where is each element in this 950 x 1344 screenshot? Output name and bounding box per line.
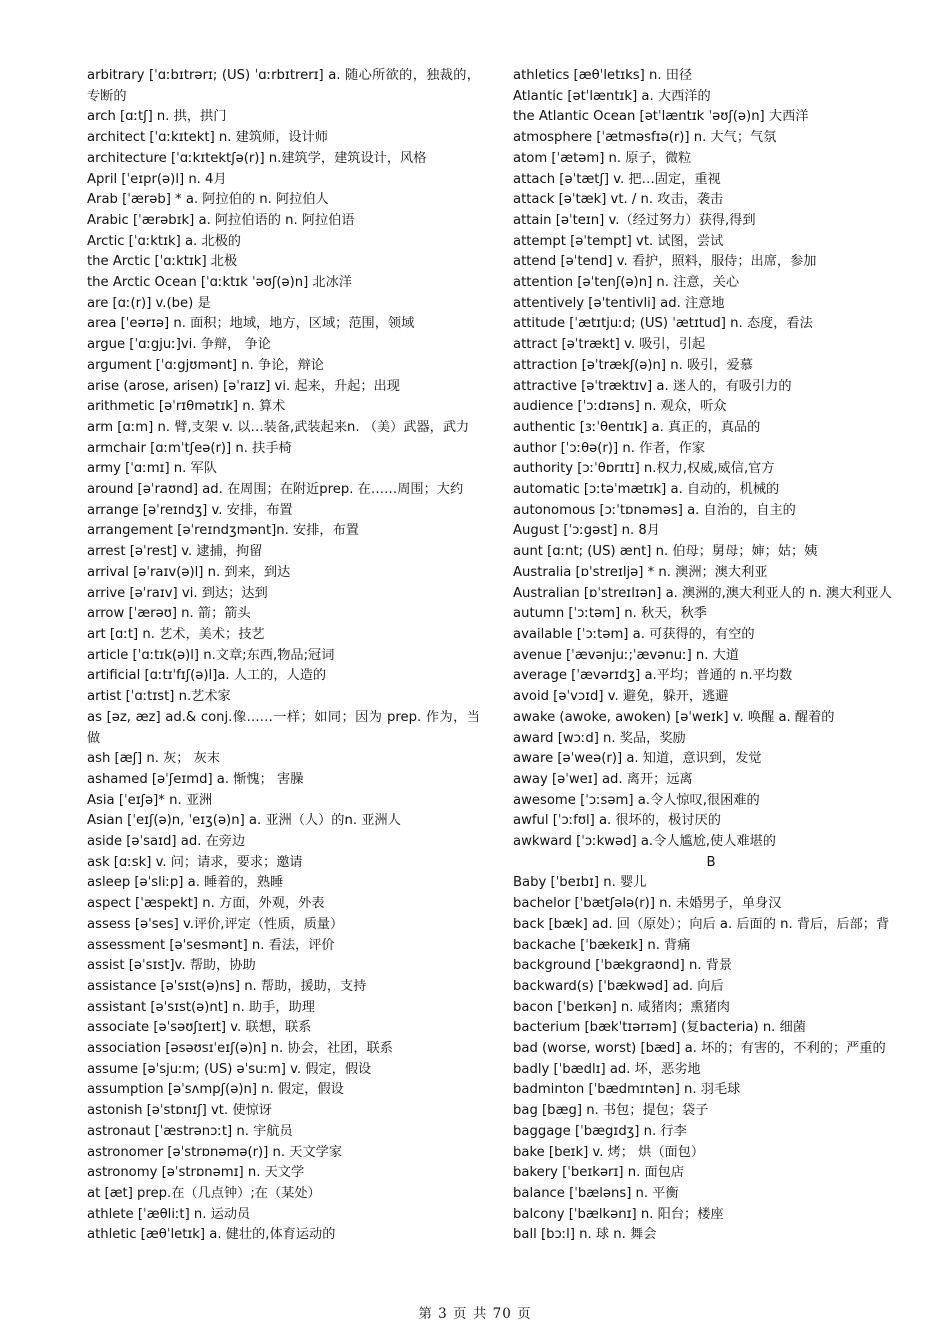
- right-entries-a: [513, 66, 909, 853]
- dictionary-entry: attach [əˈtætʃ] v. 把…固定，重视: [513, 171, 721, 187]
- dictionary-entry: awkward [ˈɔːkwəd] a.令人尴尬,使人难堪的: [513, 834, 776, 850]
- dictionary-entry: author [ˈɔːθə(r)] n. 作者，作家: [513, 440, 706, 456]
- dictionary-entry: automatic [ɔːtəˈmætɪk] a. 自动的，机械的: [513, 482, 780, 498]
- dictionary-entry: bacterium [bækˈtɪərɪəm] (复bacteria) n. 细菌: [513, 1020, 806, 1036]
- dictionary-entry: Arctic [ˈɑːktɪk] a. 北极的: [87, 233, 241, 249]
- dictionary-entry: architecture [ˈɑːkɪtektʃə(r)] n.建筑学，建筑设计，风格: [87, 150, 427, 166]
- dictionary-entry: August [ˈɔːgəst] n. 8月: [513, 523, 660, 539]
- dictionary-entry: aspect [ˈæspekt] n. 方面，外观，外表: [87, 896, 325, 912]
- dictionary-entry: Asian [ˈeɪʃ(ə)n, ˈeɪʒ(ə)n] a. 亚洲（人）的n. 亚洲人: [87, 813, 401, 829]
- dictionary-entry: army [ˈɑːmɪ] n. 军队: [87, 461, 217, 477]
- dictionary-entry: ball [bɔːl] n. 球 n. 舞会: [513, 1227, 657, 1243]
- dictionary-entry: astonish [əˈstɒnɪʃ] vt. 使惊讶: [87, 1103, 272, 1119]
- dictionary-entry: assistant [əˈsɪst(ə)nt] n. 助手，助理: [87, 999, 315, 1015]
- right-entries-b: [513, 873, 909, 1246]
- dictionary-entry: April [ˈeɪpr(ə)l] n. 4月: [87, 171, 227, 187]
- dictionary-entry: atmosphere [ˈætməsfɪə(r)] n. 大气；气氛: [513, 130, 777, 146]
- dictionary-entry: attend [əˈtend] v. 看护，照料，服侍；出席，参加: [513, 254, 817, 270]
- dictionary-entry: average [ˈævərɪdʒ] a.平均；普通的 n.平均数: [513, 668, 793, 684]
- dictionary-entry: atom [ˈætəm] n. 原子，微粒: [513, 150, 692, 166]
- dictionary-entry: athletic [æθˈletɪk] a. 健壮的,体育运动的: [87, 1227, 336, 1243]
- dictionary-entry: Baby [ˈbeɪbɪ] n. 婴儿: [513, 875, 647, 891]
- dictionary-entry: attempt [əˈtempt] vt. 试图，尝试: [513, 233, 724, 249]
- dictionary-entry: arrow [ˈærəʊ] n. 箭；箭头: [87, 606, 251, 622]
- dictionary-entry: astronaut [ˈæstrənɔːt] n. 宇航员: [87, 1123, 293, 1139]
- dictionary-entry: badminton [ˈbædmɪntən] n. 羽毛球: [513, 1082, 741, 1098]
- dictionary-entry: ashamed [əˈʃeɪmd] a. 惭愧； 害臊: [87, 771, 304, 787]
- dictionary-entry: avenue [ˈævənjuː;ˈævənuː] n. 大道: [513, 647, 740, 663]
- dictionary-entry: the Arctic [ˈɑːktɪk] 北极: [87, 254, 238, 270]
- dictionary-entry: ask [ɑːsk] v. 问；请求，要求；邀请: [87, 854, 303, 870]
- dictionary-entry: arbitrary [ˈɑːbɪtrərɪ; (US) ˈɑːrbɪtrerɪ] a. 随心所欲的，独裁的，专断的: [87, 68, 480, 104]
- dictionary-entry: assist [əˈsɪst]v. 帮助，协助: [87, 958, 256, 974]
- dictionary-entry: arm [ɑːm] n. 臂,支架 v. 以…装备,武装起来n. （美）武器，武力: [87, 419, 470, 435]
- dictionary-entry: astronomy [əˈstrɒnəmɪ] n. 天文学: [87, 1165, 305, 1181]
- dictionary-entry: armchair [ɑːmˈtʃeə(r)] n. 扶手椅: [87, 440, 292, 456]
- dictionary-entry: Asia [ˈeɪʃə]* n. 亚洲: [87, 792, 213, 808]
- dictionary-entry: architect [ˈɑːkɪtekt] n. 建筑师，设计师: [87, 130, 328, 146]
- dictionary-entry: attain [əˈteɪn] v.（经过努力）获得,得到: [513, 212, 756, 228]
- dictionary-entry: Arab [ˈærəb] * a. 阿拉伯的 n. 阿拉伯人: [87, 192, 329, 208]
- dictionary-entry: authentic [ɜːˈθentɪk] a. 真正的，真品的: [513, 419, 761, 435]
- dictionary-entry: association [əsəʊsɪˈeɪʃ(ə)n] n. 协会，社团，联系: [87, 1041, 393, 1057]
- dictionary-entry: audience [ˈɔːdɪəns] n. 观众，听众: [513, 399, 727, 415]
- dictionary-entry: Australian [ɒˈstreɪlɪən] a. 澳洲的,澳大利亚人的 n. 澳大利亚人: [513, 585, 892, 601]
- dictionary-entry: back [bæk] ad. 回（原处）；向后 a. 后面的 n. 背后，后部；背: [513, 916, 890, 932]
- dictionary-entry: argument [ˈɑːgjʊmənt] n. 争论，辩论: [87, 357, 324, 373]
- dictionary-entry: arithmetic [əˈrɪθmətɪk] n. 算术: [87, 399, 286, 415]
- dictionary-entry: are [ɑː(r)] v.(be) 是: [87, 295, 211, 311]
- dictionary-entry: Arabic [ˈærəbɪk] a. 阿拉伯语的 n. 阿拉伯语: [87, 212, 355, 228]
- dictionary-entry: away [əˈweɪ] ad. 离开；远离: [513, 771, 693, 787]
- dictionary-entry: art [ɑːt] n. 艺术，美术；技艺: [87, 626, 265, 642]
- dictionary-entry: balance [ˈbæləns] n. 平衡: [513, 1185, 679, 1201]
- dictionary-entry: ash [æʃ] n. 灰； 灰末: [87, 751, 221, 767]
- dictionary-entry: award [wɔːd] n. 奖品，奖励: [513, 730, 686, 746]
- dictionary-entry: autumn [ˈɔːtəm] n. 秋天，秋季: [513, 606, 707, 622]
- dictionary-entry: attitude [ˈætɪtjuːd; (US) ˈætɪtud] n. 态度，看法: [513, 316, 813, 332]
- dictionary-entry: artist [ˈɑːtɪst] n.艺术家: [87, 689, 231, 705]
- dictionary-entry: astronomer [əˈstrɒnəmə(r)] n. 天文学家: [87, 1144, 343, 1160]
- dictionary-entry: argue [ˈɑːgjuː]vi. 争辩， 争论: [87, 337, 271, 353]
- dictionary-entry: badly [ˈbædlɪ] ad. 坏，恶劣地: [513, 1061, 701, 1077]
- dictionary-entry: assumption [əˈsʌmpʃ(ə)n] n. 假定，假设: [87, 1082, 344, 1098]
- dictionary-entry: artificial [ɑːtɪˈfɪʃ(ə)l]a. 人工的，人造的: [87, 668, 327, 684]
- dictionary-entry: arch [ɑːtʃ] n. 拱，拱门: [87, 109, 227, 125]
- dictionary-entry: backache [ˈbækeɪk] n. 背痛: [513, 937, 691, 953]
- dictionary-entry: the Arctic Ocean [ˈɑːktɪk ˈəʊʃ(ə)n] 北冰洋: [87, 275, 352, 291]
- dictionary-entry: Atlantic [ətˈlæntɪk] a. 大西洋的: [513, 88, 711, 104]
- dictionary-entry: arrangement [əˈreɪndʒmənt]n. 安排，布置: [87, 523, 359, 539]
- left-column: [87, 66, 480, 1246]
- dictionary-entry: arrival [əˈraɪv(ə)l] n. 到来，到达: [87, 564, 291, 580]
- dictionary-entry: background [ˈbækgraʊnd] n. 背景: [513, 958, 733, 974]
- dictionary-entry: autonomous [ɔːˈtɒnəməs] a. 自治的，自主的: [513, 502, 796, 518]
- dictionary-entry: balcony [ˈbælkənɪ] n. 阳台；楼座: [513, 1206, 724, 1222]
- dictionary-entry: available [ˈɔːtəm] a. 可获得的，有空的: [513, 626, 755, 642]
- dictionary-entry: attraction [əˈtrækʃ(ə)n] n. 吸引，爱慕: [513, 357, 753, 373]
- dictionary-entry: as [əz, æz] ad.& conj.像……一样；如同；因为 prep. 作为，当做: [87, 709, 480, 746]
- dictionary-entry: authority [ɔːˈθɒrɪtɪ] n.权力,权威,威信,官方: [513, 461, 775, 477]
- dictionary-entry: baggage [ˈbægɪdʒ] n. 行李: [513, 1123, 687, 1139]
- dictionary-entry: Australia [ɒˈstreɪljə] * n. 澳洲；澳大利亚: [513, 564, 768, 580]
- dictionary-entry: athletics [æθˈletɪks] n. 田径: [513, 68, 693, 83]
- dictionary-entry: aside [əˈsaɪd] ad. 在旁边: [87, 834, 246, 850]
- dictionary-entry: at [æt] prep.在（几点钟）;在（某处）: [87, 1185, 321, 1201]
- dictionary-entry: bag [bæg] n. 书包；提包；袋子: [513, 1103, 709, 1119]
- dictionary-entry: assess [əˈses] v.评价,评定（性质，质量）: [87, 916, 344, 932]
- dictionary-entry: bakery [ˈbeɪkərɪ] n. 面包店: [513, 1165, 685, 1181]
- dictionary-entry: awesome [ˈɔːsəm] a.令人惊叹,很困难的: [513, 792, 760, 808]
- dictionary-entry: backward(s) [ˈbækwəd] ad. 向后: [513, 978, 724, 994]
- dictionary-entry: assume [əˈsjuːm; (US) əˈsuːm] v. 假定，假设: [87, 1061, 372, 1077]
- dictionary-entry: avoid [əˈvɔɪd] v. 避免，躲开，逃避: [513, 689, 729, 705]
- section-letter: B: [706, 854, 716, 870]
- dictionary-entry: article [ˈɑːtɪk(ə)l] n.文章;东西,物品;冠词: [87, 647, 335, 663]
- dictionary-entry: area [ˈeərɪə] n. 面积；地域，地方，区域；范围，领域: [87, 316, 415, 332]
- dictionary-entry: assessment [əˈsesmənt] n. 看法，评价: [87, 937, 335, 953]
- dictionary-entry: attractive [əˈtræktɪv] a. 迷人的，有吸引力的: [513, 378, 792, 394]
- dictionary-entry: assistance [əˈsɪst(ə)ns] n. 帮助，援助，支持: [87, 978, 367, 994]
- dictionary-entry: arise (arose, arisen) [əˈraɪz] vi. 起来，升起；出现: [87, 378, 400, 394]
- dictionary-entry: attentively [əˈtentivli] ad. 注意地: [513, 295, 725, 311]
- dictionary-entry: arrange [əˈreɪndʒ] v. 安排，布置: [87, 502, 293, 518]
- dictionary-entry: bad (worse, worst) [bæd] a. 坏的；有害的，不利的；严重的: [513, 1041, 886, 1057]
- dictionary-entry: associate [əˈsəʊʃɪeɪt] v. 联想，联系: [87, 1020, 312, 1036]
- dictionary-entry: bake [beɪk] v. 烤； 烘（面包）: [513, 1144, 705, 1160]
- dictionary-entry: arrest [əˈrest] v. 逮捕，拘留: [87, 544, 263, 560]
- dictionary-entry: attack [əˈtæk] vt. / n. 攻击，袭击: [513, 192, 724, 208]
- dictionary-entry: bachelor [ˈbætʃələ(r)] n. 未婚男子，单身汉: [513, 896, 782, 912]
- dictionary-entry: awful [ˈɔːfʊl] a. 很坏的，极讨厌的: [513, 813, 721, 829]
- dictionary-entry: around [əˈraʊnd] ad. 在周围；在附近prep. 在……周围；大约: [87, 482, 464, 498]
- dictionary-entry: the Atlantic Ocean [ətˈlæntɪk ˈəʊʃ(ə)n] 大西洋: [513, 109, 809, 125]
- dictionary-entry: aunt [ɑːnt; (US) ænt] n. 伯母；舅母；婶；姑；姨: [513, 544, 818, 560]
- dictionary-entry: athlete [ˈæθliːt] n. 运动员: [87, 1206, 251, 1222]
- dictionary-entry: aware [əˈweə(r)] a. 知道，意识到，发觉: [513, 751, 762, 767]
- dictionary-entry: asleep [əˈsliːp] a. 睡着的，熟睡: [87, 875, 284, 891]
- right-column: [513, 66, 909, 1246]
- dictionary-entry: bacon [ˈbeɪkən] n. 咸猪肉；熏猪肉: [513, 999, 730, 1015]
- dictionary-entry: awake (awoke, awoken) [əˈweɪk] v. 唤醒 a. 醒着的: [513, 709, 835, 725]
- page-footer: 第 3 页 共 70 页: [418, 1306, 532, 1322]
- dictionary-entry: attention [əˈtenʃ(ə)n] n. 注意，关心: [513, 275, 740, 291]
- dictionary-entry: arrive [əˈraɪv] vi. 到达；达到: [87, 585, 268, 601]
- dictionary-entry: attract [əˈtrækt] v. 吸引，引起: [513, 337, 706, 353]
